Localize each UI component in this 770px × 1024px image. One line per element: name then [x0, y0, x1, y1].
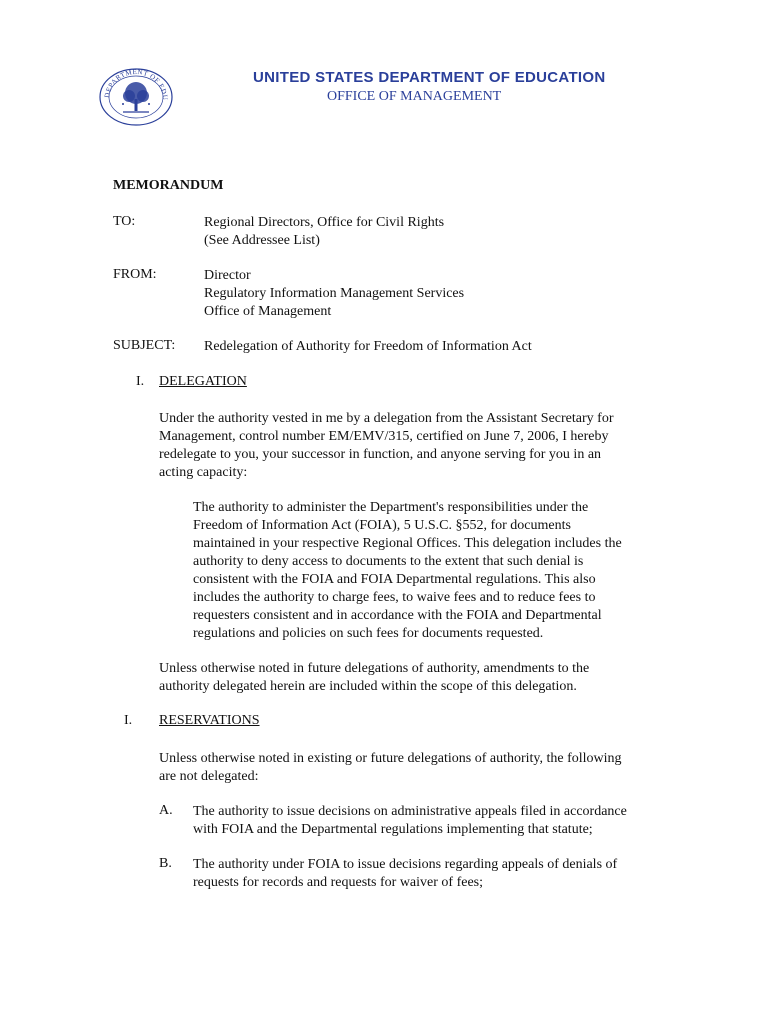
text-line: The authority under FOIA to issue decisions regarding appeals of denials of: [193, 857, 618, 872]
section-title-delegation: DELEGATION: [159, 374, 247, 389]
text-line: authority delegated herein are included within the scope of this delegation.: [159, 679, 577, 694]
reservations-intro: [159, 750, 622, 786]
text-line: Freedom of Information Act (FOIA), 5 U.S.C. §552, for documents: [193, 518, 571, 533]
from-label: FROM:: [113, 267, 157, 282]
text-line: The authority to issue decisions on administrative appeals filed in accordance: [193, 804, 627, 819]
from-line: Office of Management: [204, 304, 332, 319]
item-letter: A.: [159, 803, 173, 818]
to-value: [204, 214, 444, 250]
section-number: I.: [124, 713, 133, 728]
text-line: includes the authority to charge fees, to waive fees and to reduce fees to: [193, 590, 596, 605]
text-line: redelegate to you, your successor in function, and anyone serving for you in an: [159, 447, 602, 462]
text-line: The authority to administer the Department's responsibilities under the: [193, 500, 589, 515]
text-line: regulations and policies on such fees for documents requested.: [193, 626, 544, 641]
memo-title: MEMORANDUM: [113, 178, 224, 193]
section-title-reservations: RESERVATIONS: [159, 713, 260, 728]
text-line: authority to deny access to documents to the extent that such denial is: [193, 554, 584, 569]
text-line: Unless otherwise noted in future delegations of authority, amendments to the: [159, 661, 590, 676]
from-line: Director: [204, 268, 251, 283]
text-line: Management, control number EM/EMV/315, certified on June 7, 2006, I hereby: [159, 429, 609, 444]
item-letter: B.: [159, 856, 172, 871]
to-line: (See Addressee List): [204, 233, 320, 248]
text-line: maintained in your respective Regional Offices. This delegation includes the: [193, 536, 622, 551]
text-line: requesters consistent and in accordance with the FOIA and Departmental: [193, 608, 602, 623]
delegation-authority-quote: [193, 499, 622, 643]
text-line: consistent with the FOIA and FOIA Departmental regulations. This also: [193, 572, 596, 587]
agency-name: UNITED STATES DEPARTMENT OF EDUCATION: [253, 69, 606, 86]
office-name: OFFICE OF MANAGEMENT: [327, 89, 502, 104]
section-number: I.: [136, 374, 145, 389]
to-line: Regional Directors, Office for Civil Rights: [204, 215, 445, 230]
to-label: TO:: [113, 214, 136, 229]
text-line: Unless otherwise noted in existing or future delegations of authority, the following: [159, 751, 622, 766]
text-line: acting capacity:: [159, 465, 248, 480]
svg-text:DEPARTMENT OF EDUCATION: DEPARTMENT OF EDU: [103, 67, 170, 101]
text-line: are not delegated:: [159, 769, 259, 784]
text-line: with FOIA and the Departmental regulations implementing that statute;: [193, 822, 593, 837]
subject-label: SUBJECT:: [113, 338, 176, 353]
text-line: requests for records and requests for waiver of fees;: [193, 875, 483, 890]
subject-value: Redelegation of Authority for Freedom of Information Act: [204, 339, 532, 354]
text-line: Under the authority vested in me by a delegation from the Assistant Secretary for: [159, 411, 614, 426]
delegation-closing: [159, 660, 589, 696]
reservation-item: [193, 803, 627, 839]
delegation-intro: [159, 410, 613, 482]
department-seal-logo: [97, 66, 175, 126]
from-line: Regulatory Information Management Services: [204, 286, 465, 301]
reservation-item: [193, 856, 617, 892]
from-value: [204, 267, 464, 321]
